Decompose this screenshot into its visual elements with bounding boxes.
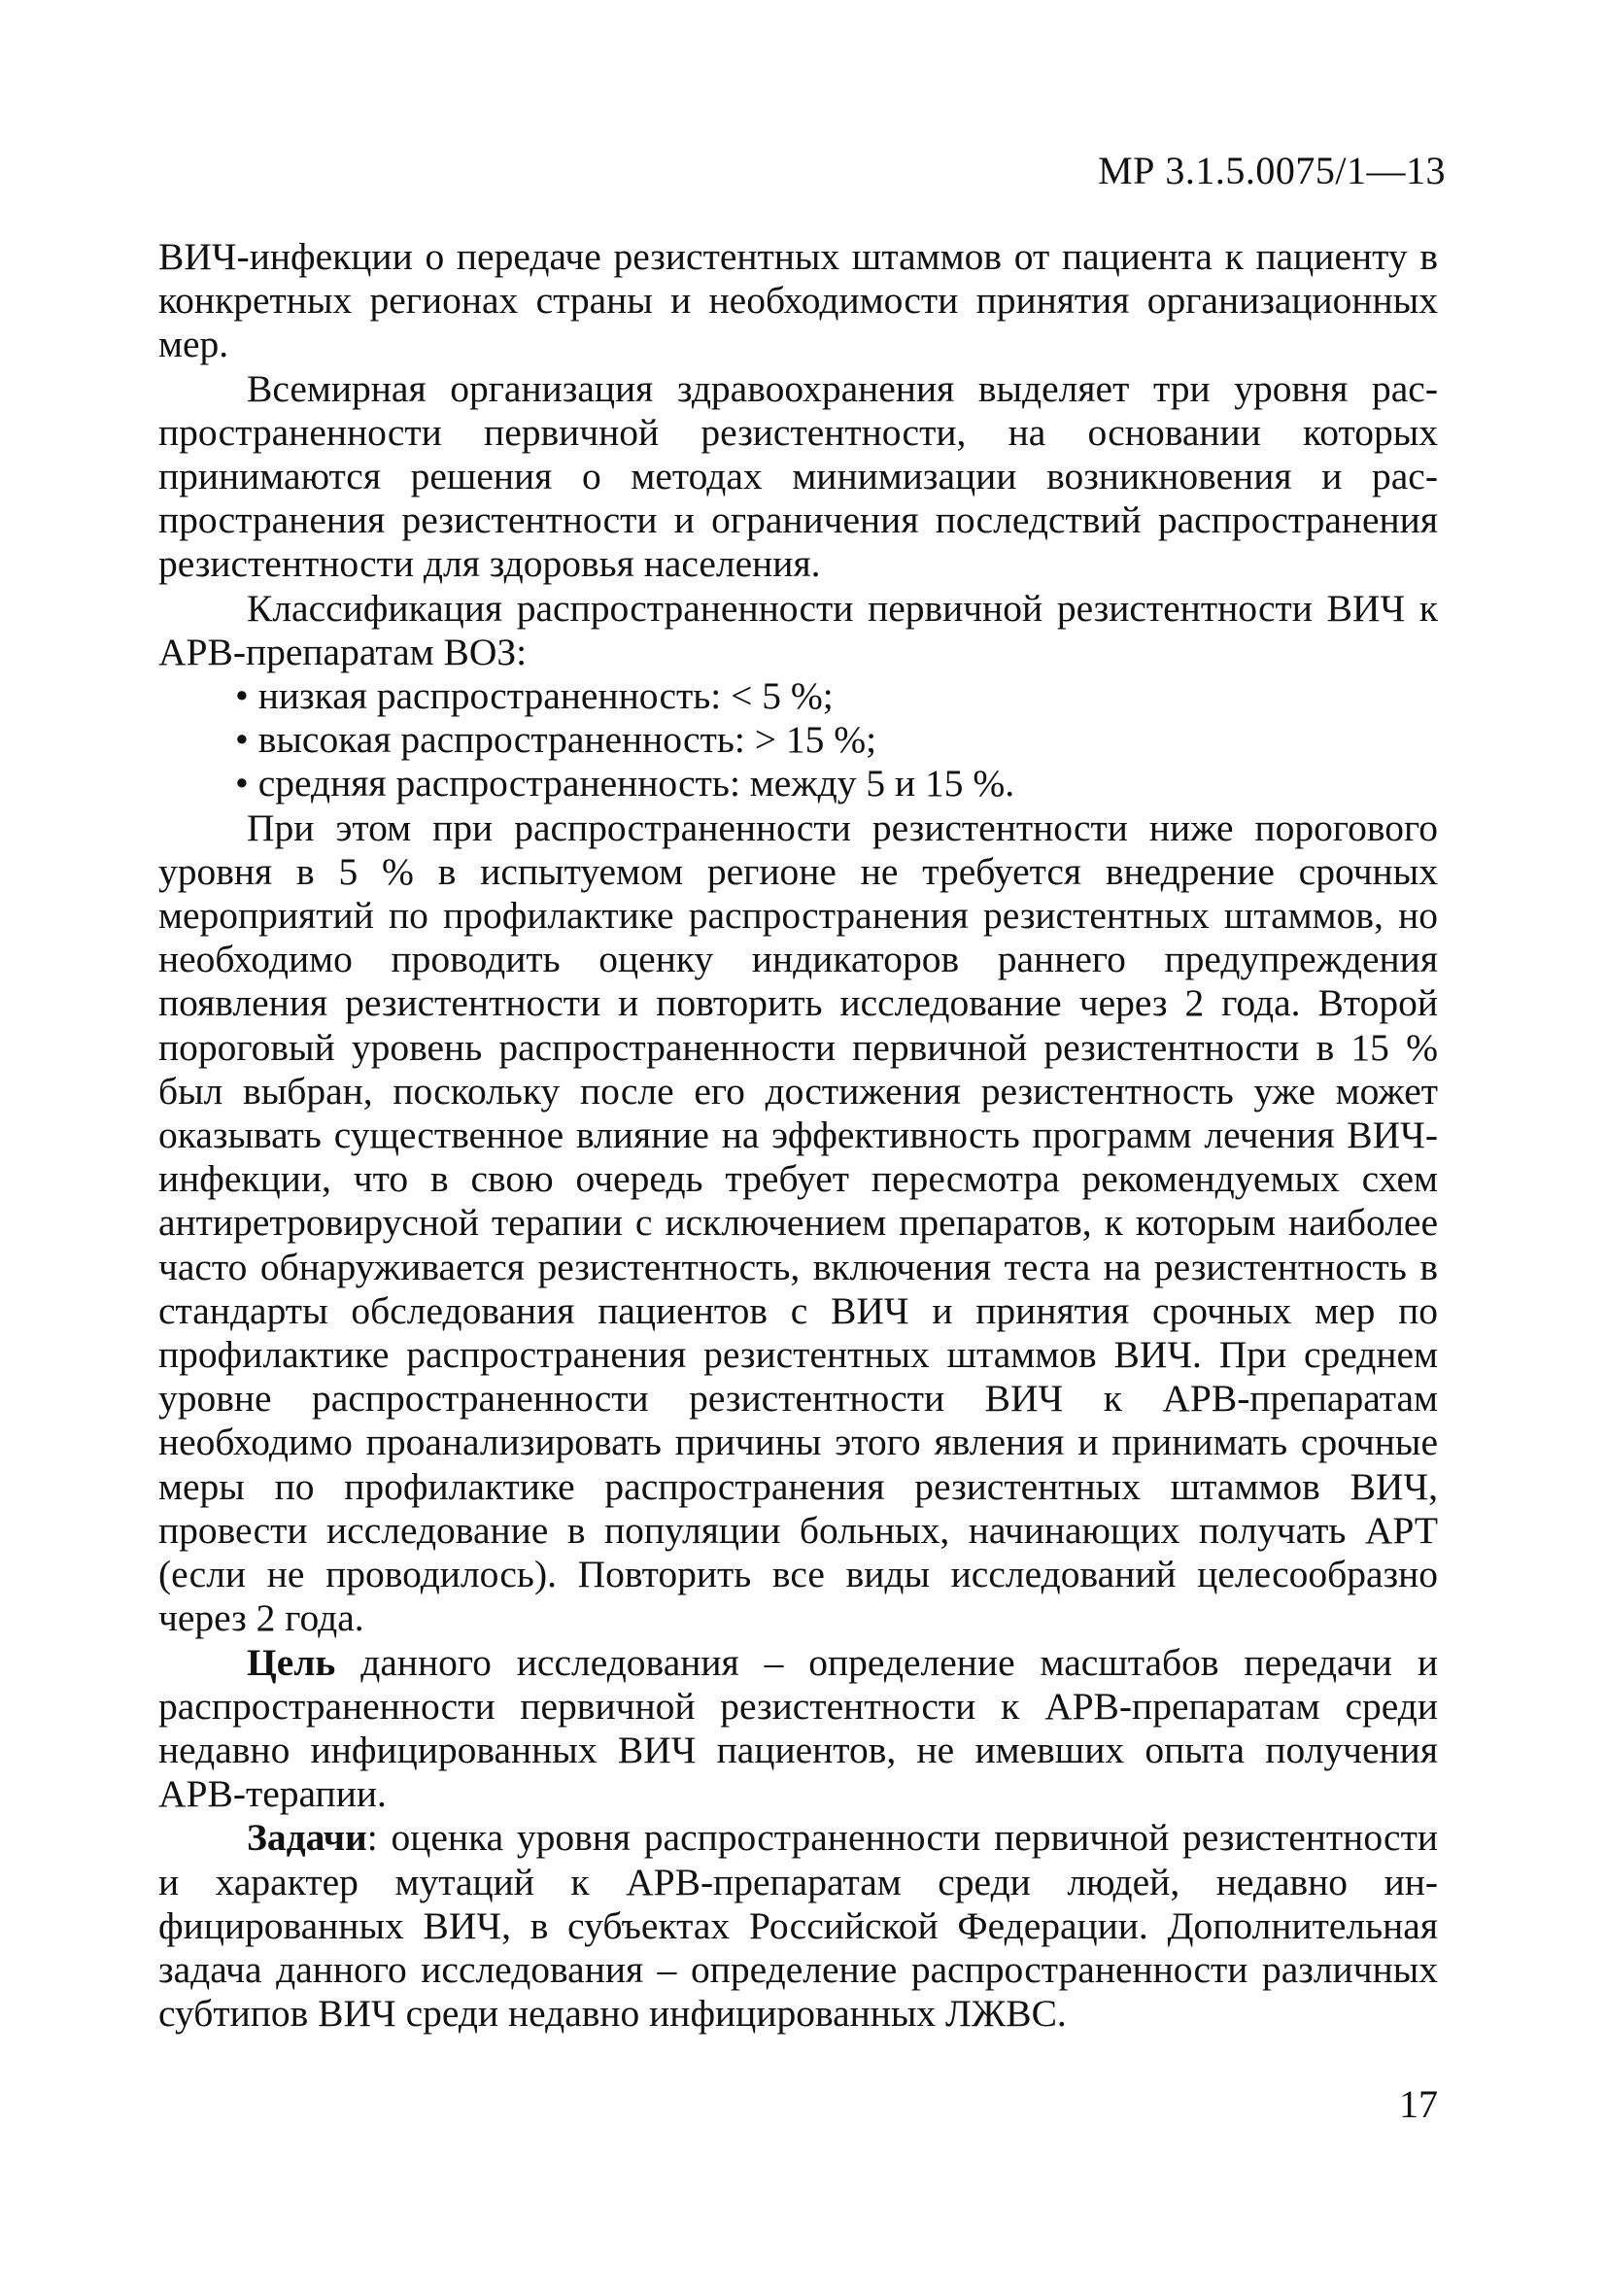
paragraph-tasks [158, 1816, 1438, 2036]
document-body [158, 235, 1438, 2036]
list-item-high: • высокая распространенность: > 15 %; [235, 718, 1438, 762]
prevalence-levels-list [158, 674, 1438, 806]
document-code-header: МР 3.1.5.0075/1—13 [1098, 149, 1446, 192]
paragraph-goal [158, 1641, 1438, 1817]
goal-label: Цель [247, 1640, 336, 1684]
paragraph-continuation: ВИЧ-инфекции о передаче резистентных штаммов от пациента к пациенту в конкретных регионах страны и необходимости принятия организационных мер. [158, 235, 1438, 366]
list-item-low: • низкая распространенность: < 5 %; [235, 674, 1438, 718]
paragraph-who-levels: Всемирная организация здравоохранения выделяет три уровня распространенности первичной резистентности, на основании которых принимаются решения о методах минимизации возникновения и распространения резистентности и ограничения последствий распространения резистентности для здоровья населения. [158, 366, 1438, 586]
tasks-text: : оценка уровня распространенности первичной резистентности и характер мутаций к АРВ-препаратам среди людей, недавно инфицированных ВИЧ, в субъектах Российской Федерации. Дополнительная задача данного исследования – определение распространенности различных субтипов ВИЧ среди недавно инфицированных ЛЖВС. [158, 1816, 1438, 2036]
page-number: 17 [1399, 2082, 1438, 2126]
list-item-medium: • средняя распространенность: между 5 и 15 %. [235, 762, 1438, 805]
paragraph-classification-intro: Классификация распространенности первичной резистентности ВИЧ к АРВ-препаратам ВОЗ: [158, 586, 1438, 673]
tasks-label: Задачи [247, 1816, 367, 1860]
goal-text: данного исследования – определение масштабов передачи и распространенности первичной резистентности к АРВ-препаратам среди недавно инфицированных ВИЧ пациентов, не имевших опыта получения АРВ-терапии. [158, 1640, 1438, 1816]
paragraph-thresholds: При этом при распространенности резистентности ниже порогового уровня в 5 % в испытуемом регионе не требуется внедрение срочных мероприятий по профилактике распространения резистентных штаммов, но необходимо проводить оценку индикаторов раннего предупреждения появления резистентности и повторить исследование через 2 года. Второй пороговый уровень распространенности первичной резистентности в 15 % был выбран, поскольку после его достижения резистентность уже может оказывать существенное влияние на эффективность программ лечения ВИЧ-инфекции, что в свою очередь требует пересмотра рекомендуемых схем антиретровирусной терапии с исключением препаратов, к которым наиболее часто обнаруживается резистентность, включения теста на резистентность в стандарты обследования пациентов с ВИЧ и принятия срочных мер по профилактике распространения резистентных штаммов ВИЧ. При среднем уровне распространенности резистентности ВИЧ к АРВ-препаратам необходимо проанализировать причины этого явления и принимать срочные меры по профилактике распространения резистентных штаммов ВИЧ, провести исследование в популяции больных, начинающих получать АРТ (если не проводилось). Повторить все виды исследований целесообразно через 2 года. [158, 805, 1438, 1640]
